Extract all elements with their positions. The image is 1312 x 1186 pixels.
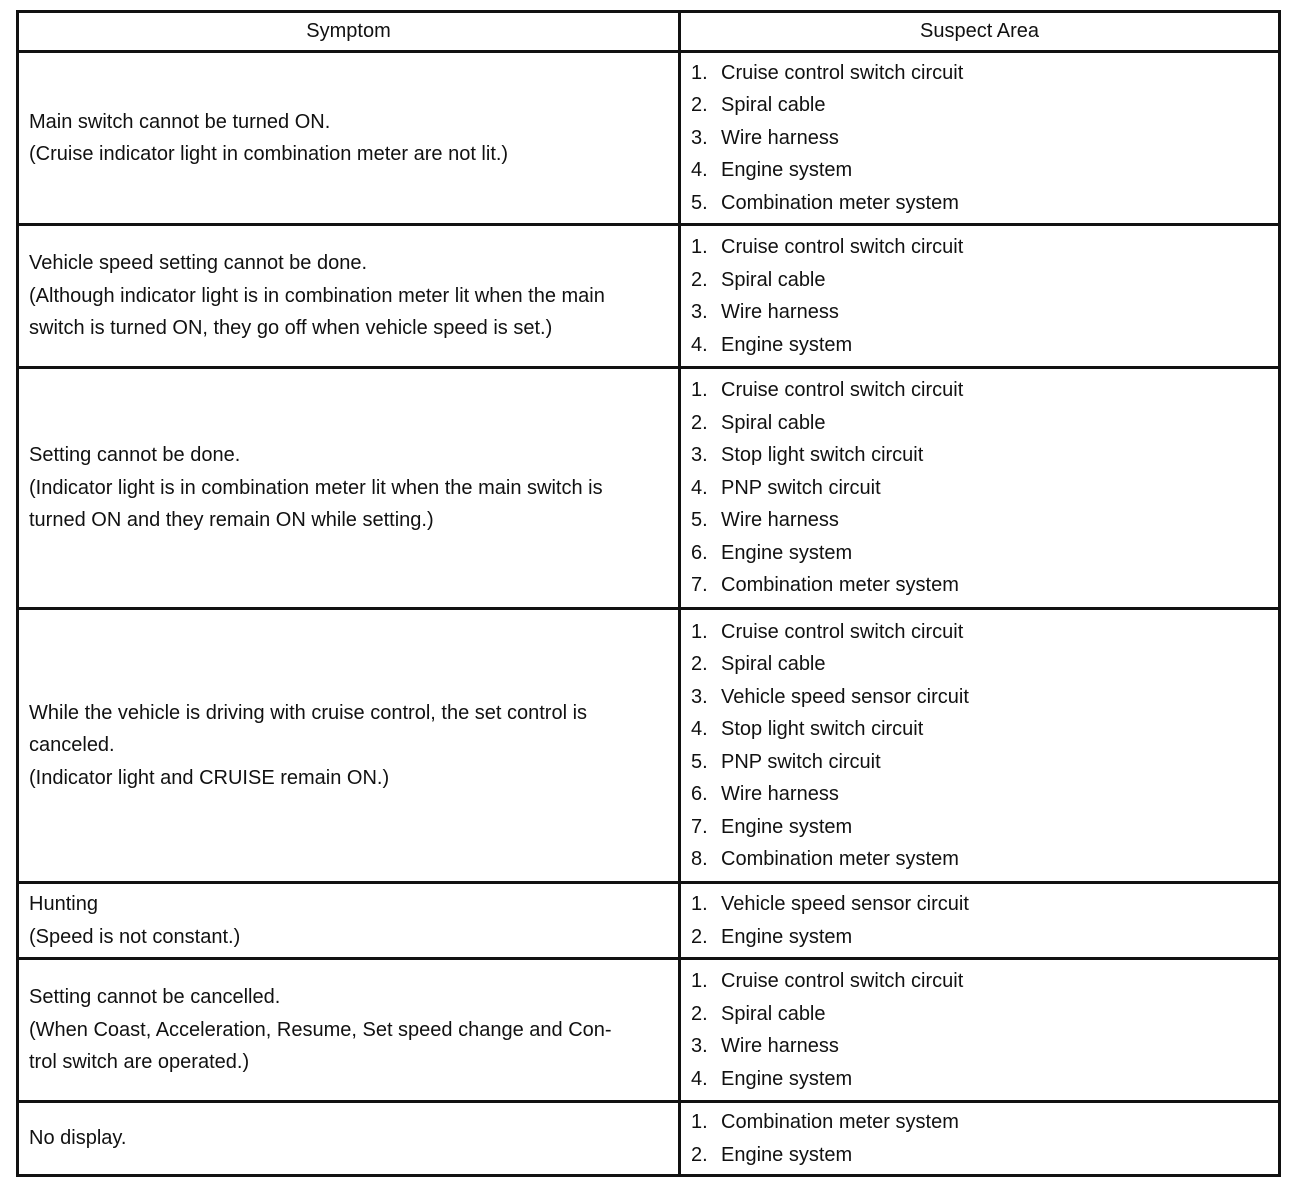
symptom-text-line: No display. xyxy=(29,1127,127,1150)
suspect-area-item-number: 6. xyxy=(691,541,708,564)
suspect-area-item-number: 2. xyxy=(691,94,708,117)
suspect-area-item-number: 2. xyxy=(691,268,708,291)
symptom-text-line: canceled. xyxy=(29,734,115,757)
suspect-area-item-text: Wire harness xyxy=(721,1035,839,1057)
suspect-area-item xyxy=(691,778,1270,811)
suspect-area-item-text: Spiral cable xyxy=(721,653,826,675)
suspect-area-item xyxy=(691,89,1270,122)
suspect-area-item xyxy=(691,329,1270,362)
suspect-area-item xyxy=(691,57,1270,90)
suspect-area-item xyxy=(691,154,1270,187)
symptom-text-line: (Speed is not constant.) xyxy=(29,925,241,948)
suspect-area-item-number: 5. xyxy=(691,509,708,532)
suspect-area-item-text: Engine system xyxy=(721,925,853,948)
suspect-area-item xyxy=(691,648,1270,681)
suspect-area-item xyxy=(691,965,1270,998)
suspect-area-cell xyxy=(680,52,1280,225)
column-header-suspect-area: Suspect Area xyxy=(680,12,1280,52)
suspect-area-item-text: Cruise control switch circuit xyxy=(721,379,964,402)
suspect-area-item xyxy=(691,231,1270,264)
suspect-area-item-text: Combination meter system xyxy=(721,848,959,870)
symptom-text-line: (When Coast, Acceleration, Resume, Set speed change and Con- xyxy=(29,1018,612,1041)
suspect-area-list xyxy=(691,616,1270,876)
suspect-area-item-text: Engine system xyxy=(721,333,853,356)
symptom-text-line: Setting cannot be done. xyxy=(29,444,241,467)
suspect-area-item-number: 4. xyxy=(691,1067,708,1090)
table-row xyxy=(18,1102,1280,1176)
suspect-area-item-number: 2. xyxy=(691,925,708,948)
suspect-area-item-text: Combination meter system xyxy=(721,1111,959,1133)
suspect-area-item xyxy=(691,713,1270,746)
suspect-area-item xyxy=(691,569,1270,602)
suspect-area-list xyxy=(691,374,1270,602)
suspect-area-item xyxy=(691,439,1270,472)
suspect-area-item-number: 1. xyxy=(691,893,708,915)
suspect-area-item-text: Wire harness xyxy=(721,509,839,532)
suspect-area-item-number: 4. xyxy=(691,476,708,499)
suspect-area-item xyxy=(691,504,1270,537)
symptom-suspect-table xyxy=(16,10,1281,1177)
symptom-text-line: (Although indicator light is in combination meter lit when the main xyxy=(29,284,605,307)
suspect-area-item xyxy=(691,187,1270,220)
suspect-area-item-text: Stop light switch circuit xyxy=(721,718,924,740)
suspect-area-item-text: Combination meter system xyxy=(721,574,959,597)
suspect-area-item-number: 2. xyxy=(691,1002,708,1025)
suspect-area-item xyxy=(691,811,1270,844)
symptom-cell xyxy=(18,609,680,883)
suspect-area-item-number: 4. xyxy=(691,718,708,740)
symptom-cell xyxy=(18,225,680,368)
suspect-area-item-number: 8. xyxy=(691,848,708,870)
suspect-area-item xyxy=(691,1106,1270,1139)
suspect-area-item-text: Engine system xyxy=(721,1067,853,1090)
suspect-area-item-text: Engine system xyxy=(721,1143,853,1166)
symptom-text-line: Main switch cannot be turned ON. xyxy=(29,110,331,133)
suspect-area-item xyxy=(691,681,1270,714)
table-body xyxy=(18,52,1280,1176)
symptom-text-line: switch is turned ON, they go off when vehicle speed is set.) xyxy=(29,317,553,340)
suspect-area-item-text: Spiral cable xyxy=(721,1002,826,1025)
suspect-area-item-number: 5. xyxy=(691,191,708,214)
suspect-area-item xyxy=(691,374,1270,407)
suspect-area-item-text: Engine system xyxy=(721,541,853,564)
symptom-cell xyxy=(18,368,680,609)
suspect-area-item-text: Spiral cable xyxy=(721,411,826,434)
suspect-area-item-number: 1. xyxy=(691,61,708,84)
suspect-area-item xyxy=(691,264,1270,297)
suspect-area-item-number: 7. xyxy=(691,815,708,838)
table-row xyxy=(18,609,1280,883)
suspect-area-item-text: Cruise control switch circuit xyxy=(721,970,964,992)
symptom-text-line: Hunting xyxy=(29,893,98,915)
suspect-area-list xyxy=(691,965,1270,1095)
suspect-area-item-number: 4. xyxy=(691,159,708,182)
suspect-area-cell xyxy=(680,368,1280,609)
suspect-area-item xyxy=(691,1063,1270,1096)
symptom-text-line: (Indicator light is in combination meter lit when the main switch is xyxy=(29,476,603,499)
suspect-area-item-text: Vehicle speed sensor circuit xyxy=(721,685,969,708)
suspect-area-item-number: 2. xyxy=(691,1143,708,1166)
suspect-area-item-text: Spiral cable xyxy=(721,268,826,291)
suspect-area-item xyxy=(691,407,1270,440)
suspect-area-item xyxy=(691,888,1270,921)
suspect-area-item-number: 1. xyxy=(691,236,708,258)
suspect-area-cell xyxy=(680,883,1280,959)
suspect-area-item-number: 3. xyxy=(691,444,708,467)
suspect-area-item-number: 1. xyxy=(691,1111,708,1133)
suspect-area-item-text: Wire harness xyxy=(721,301,839,323)
suspect-area-cell xyxy=(680,1102,1280,1176)
suspect-area-item-text: Wire harness xyxy=(721,126,839,149)
suspect-area-item-text: Combination meter system xyxy=(721,191,959,214)
suspect-area-list xyxy=(691,888,1270,953)
suspect-area-item xyxy=(691,1139,1270,1172)
suspect-area-item xyxy=(691,746,1270,779)
table-header-row xyxy=(18,12,1280,52)
suspect-area-list xyxy=(691,231,1270,361)
suspect-area-item xyxy=(691,296,1270,329)
suspect-area-item-number: 1. xyxy=(691,379,708,402)
suspect-area-item xyxy=(691,1030,1270,1063)
symptom-cell xyxy=(18,883,680,959)
symptom-cell xyxy=(18,959,680,1102)
suspect-area-item-number: 3. xyxy=(691,301,708,323)
suspect-area-item-number: 7. xyxy=(691,574,708,597)
suspect-area-item xyxy=(691,998,1270,1031)
suspect-area-list xyxy=(691,1106,1270,1171)
suspect-area-item xyxy=(691,616,1270,649)
symptom-text-line: turned ON and they remain ON while setting.) xyxy=(29,509,434,532)
suspect-area-item-text: Spiral cable xyxy=(721,94,826,117)
suspect-area-item-text: PNP switch circuit xyxy=(721,750,881,773)
suspect-area-item-number: 3. xyxy=(691,1035,708,1057)
suspect-area-cell xyxy=(680,959,1280,1102)
suspect-area-item-number: 6. xyxy=(691,783,708,805)
suspect-area-item-number: 2. xyxy=(691,411,708,434)
symptom-text-line: (Cruise indicator light in combination meter are not lit.) xyxy=(29,143,509,165)
symptom-text-line: Setting cannot be cancelled. xyxy=(29,986,281,1009)
suspect-area-item-text: Stop light switch circuit xyxy=(721,444,924,467)
suspect-area-item xyxy=(691,843,1270,876)
suspect-area-item-text: Cruise control switch circuit xyxy=(721,620,964,643)
suspect-area-item-number: 1. xyxy=(691,620,708,643)
suspect-area-item-number: 3. xyxy=(691,126,708,149)
troubleshooting-table-container xyxy=(16,10,1278,1177)
suspect-area-item-text: Cruise control switch circuit xyxy=(721,236,964,258)
suspect-area-item-text: PNP switch circuit xyxy=(721,476,881,499)
suspect-area-item-text: Engine system xyxy=(721,159,853,182)
table-row xyxy=(18,959,1280,1102)
table-row xyxy=(18,225,1280,368)
symptom-text-line: (Indicator light and CRUISE remain ON.) xyxy=(29,766,390,789)
symptom-text-line: trol switch are operated.) xyxy=(29,1051,250,1074)
suspect-area-item xyxy=(691,537,1270,570)
suspect-area-item-number: 1. xyxy=(691,970,708,992)
suspect-area-list xyxy=(691,57,1270,220)
suspect-area-item-text: Cruise control switch circuit xyxy=(721,61,964,84)
suspect-area-item xyxy=(691,122,1270,155)
suspect-area-item-number: 2. xyxy=(691,653,708,675)
suspect-area-item-text: Wire harness xyxy=(721,783,839,805)
column-header-symptom: Symptom xyxy=(18,12,680,52)
symptom-text-line: Vehicle speed setting cannot be done. xyxy=(29,252,368,275)
suspect-area-item-number: 5. xyxy=(691,750,708,773)
symptom-text-line: While the vehicle is driving with cruise control, the set control is xyxy=(29,701,588,724)
suspect-area-item-text: Engine system xyxy=(721,815,853,838)
suspect-area-item xyxy=(691,921,1270,954)
table-row xyxy=(18,368,1280,609)
symptom-cell xyxy=(18,1102,680,1176)
table-row xyxy=(18,883,1280,959)
suspect-area-item xyxy=(691,472,1270,505)
suspect-area-item-number: 3. xyxy=(691,685,708,708)
suspect-area-cell xyxy=(680,609,1280,883)
suspect-area-item-text: Vehicle speed sensor circuit xyxy=(721,893,969,915)
suspect-area-item-number: 4. xyxy=(691,333,708,356)
table-row xyxy=(18,52,1280,225)
suspect-area-cell xyxy=(680,225,1280,368)
symptom-cell xyxy=(18,52,680,225)
